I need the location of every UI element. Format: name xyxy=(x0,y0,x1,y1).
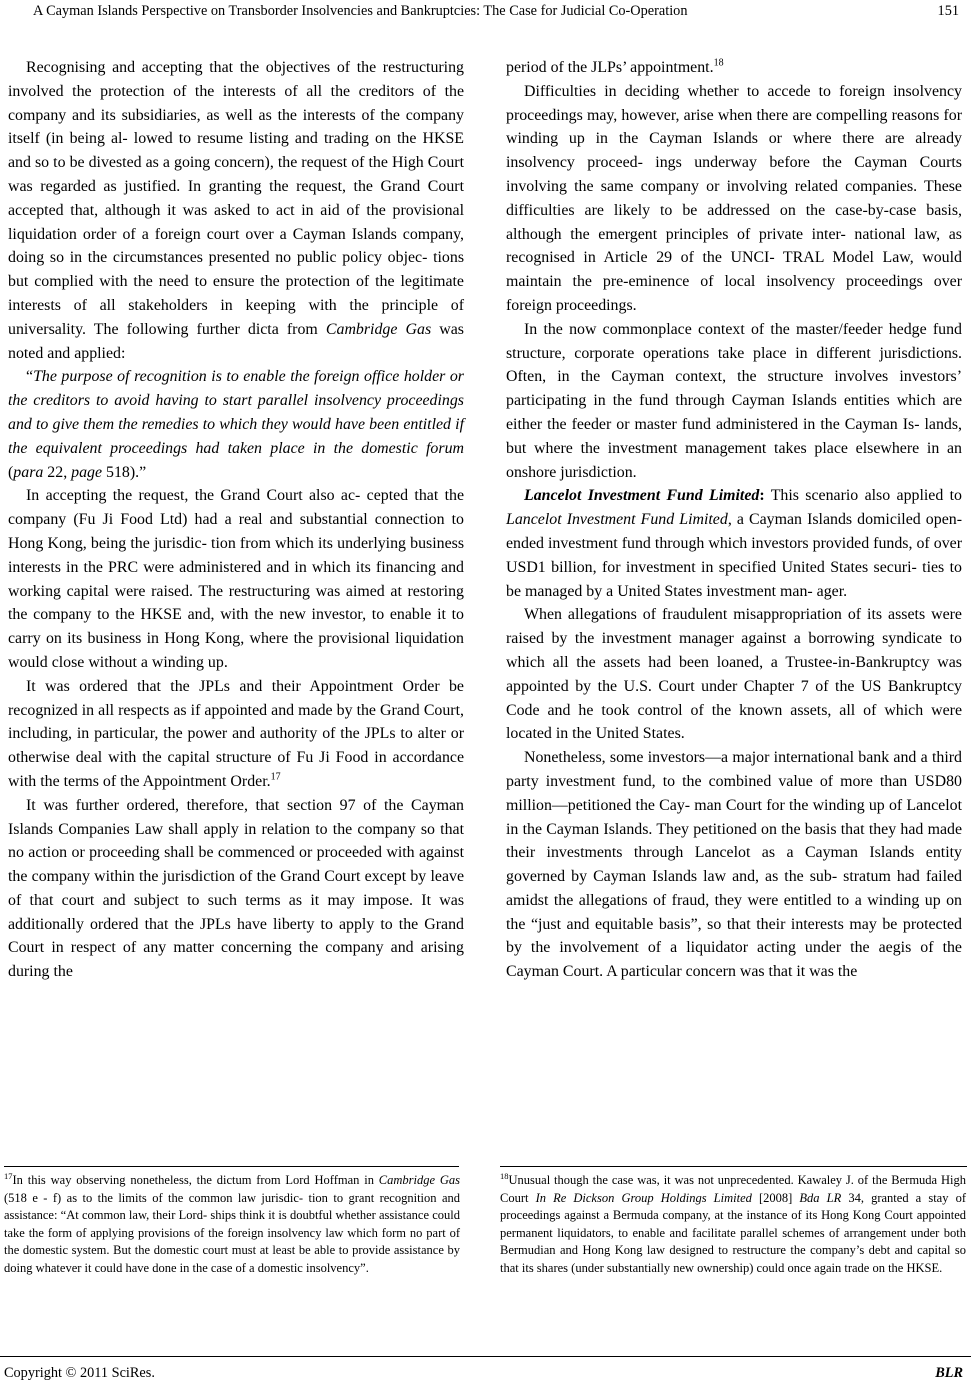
right-column xyxy=(506,56,962,984)
paragraph: In the now commonplace context of the master/feeder hedge fund structure, corporate operations take place in different jurisdictions. Often, in the Cayman context, the structure involves investors’ participating in the fund through Cayman Islands entities which are either the feeder or master fund administered in the Cayman Is- lands, but where the investment management takes place elsewhere in an onshore jurisdiction. xyxy=(506,320,962,481)
left-column xyxy=(8,56,464,984)
footnote-17: $^{17}$In this way observing nonetheless, the dictum from Lord Hoffman in Cambridge Gas (518 e - f) as to the limits of the common law jurisdic- tion to grant recognition and assistance: “At common law, their Lord- ships think it is doubtful whether assistance could take the form of applying provisions of the foreign insolvency law which form no part of the domestic system. But the domestic court must at least be able to provide assistance by doing whatever it could have done in the case of a domestic insolvency”. xyxy=(4,1170,460,1275)
paragraph: period of the JLPs’ appointment.$^{18}$ xyxy=(506,57,724,76)
paragraph: Difficulties in deciding whether to accede to foreign insolvency proceedings may, however, arise when there are compelling reasons for winding up in the Cayman Islands or where there are already insolvency proceed- ings underway before the Cayman Courts involving the same company or involving related companies. These difficulties are likely to be addressed on the case-by-case basis, although the emergent principles of private inter- national law, as recognised in Article 29 of the UNCI- TRAL Model Law, would maintain the pre-eminence of local insolvency proceedings over foreign proceedings. xyxy=(506,82,962,314)
block-quote: “The purpose of recognition is to enable the foreign office holder or the creditors to avoid having to start parallel insolvency proceedings and to give them the remedies to which they would have been entitled if the equivalent proceedings had taken place in the domestic forum (para 22, page 518).” xyxy=(8,368,464,481)
paragraph: It was ordered that the JPLs and their Appointment Order be recognized in all respects as if appointed and made by the Grand Court, including, in particular, the power and authority of the JPLs to alter or otherwise deal with the capital structure of Fu Ji Food in accordance with the terms of the Appointment Order.$^{17}$ xyxy=(8,677,464,790)
footnote-divider xyxy=(500,1166,967,1167)
footnote-18: $^{18}$Unusual though the case was, it was not unprecedented. Kawaley J. of the Bermuda High Court In Re Dickson Group Holdings Limited [2008] Bda LR 34, granted a stay of proceedings against a Bermuda company, at the instance of its Hong Kong Court appointed permanent liquidators, to enable and facilitate parallel schemes of arrangement under both Bermudian and Hong Kong law designed to restructure the company’s debt and capital so that its shares (under substantially new ownership) could once again trade on the HKSE. xyxy=(500,1170,966,1275)
running-title: A Cayman Islands Perspective on Transborder Insolvencies and Bankruptcies: The Case for Judicial Co-Operation xyxy=(33,3,688,19)
paragraph: In accepting the request, the Grand Court also ac- cepted that the company (Fu Ji Food Ltd) had a real and substantial connection to Hong Kong, being the jurisdic- tion from which its underlying business interests in the PRC were administered and in which its financing and working capital were raised. The restructuring was aimed at restoring the company to the HKSE and, with the new investor, to enable it to carry on its business in Hong Kong, where the provisional liquidation would close without a winding up. xyxy=(8,487,464,671)
copyright-notice: Copyright © 2011 SciRes. xyxy=(4,1365,155,1381)
paragraph: When allegations of fraudulent misappropriation of its assets were raised by the investment manager against a borrowing syndicate to which all the assets had been loaned, a Trustee-in-Bankruptcy was appointed by the U.S. Court under Chapter 7 of the US Bankruptcy Code and he took control of the known assets, all of which were located in the United States. xyxy=(506,606,962,743)
footnote-divider xyxy=(4,1166,459,1167)
page-number: 151 xyxy=(937,3,959,19)
running-header xyxy=(0,2,971,22)
paragraph: Nonetheless, some investors—a major international bank and a third party investment fund, to the combined value of more than USD80 million—petitioned the Cay- man Court for the winding up of Lancelot in the Cayman Islands. They petitioned on the basis that they had made their investments through Lancelot as a Cayman Islands entity governed by Cayman Islands law and, as the sub- stratum had failed amidst the allegations of fraud, they were entitled to a winding up on the “just and equitable basis”, so that their interests may be protected by the involvement of a liquidator acting under the aegis of the Cayman Court. A particular concern was that it was the xyxy=(506,749,962,981)
page-footer xyxy=(0,1365,971,1385)
footnote-ref-18[interactable]: 18 xyxy=(713,57,724,69)
footer-divider xyxy=(0,1356,971,1357)
paragraph: Lancelot Investment Fund Limited: This scenario also applied to Lancelot Investment Fund Limited, a Cayman Islands domiciled open-ended investment fund through which investors provided funds, of over USD1 billion, for investment in specified United States securi- ties to be managed by a United States investment man- ager. xyxy=(506,487,963,600)
journal-abbreviation: BLR xyxy=(935,1365,963,1381)
case-heading: Lancelot Investment Fund Limited xyxy=(524,487,760,505)
paragraph: Recognising and accepting that the objectives of the restructuring involved the protection of the interests of all the creditors of the company and its subsidiaries, as well as the interests of the company itself (in being al- lowed to resume listing and trading on the HKSE and so to be divested as a going concern), the request of the High Court was regarded as justified. In granting the request, the Grand Court accepted that, although it was asked to act in aid of the provisional liquidation order of a foreign court over a Cayman Islands company, doing so in the circumstances presented no public policy objec- tions but complied with the need to ensure the protection of the legitimate interests of all stakeholders in keeping with the principle of universality. The following further dicta from Cambridge Gas was noted and applied: xyxy=(8,59,464,362)
paragraph: It was further ordered, therefore, that section 97 of the Cayman Islands Companies Law shall apply in relation to the company so that no action or proceeding shall be commenced or proceeded with against the company within the jurisdiction of the Grand Court except by leave of that court and subject to such terms as it may impose. It was additionally ordered that the JPLs have liberty to apply to the Grand Court in respect of any matter concerning the company and arising during the xyxy=(8,796,464,981)
footnote-ref-17[interactable]: 17 xyxy=(270,771,281,783)
